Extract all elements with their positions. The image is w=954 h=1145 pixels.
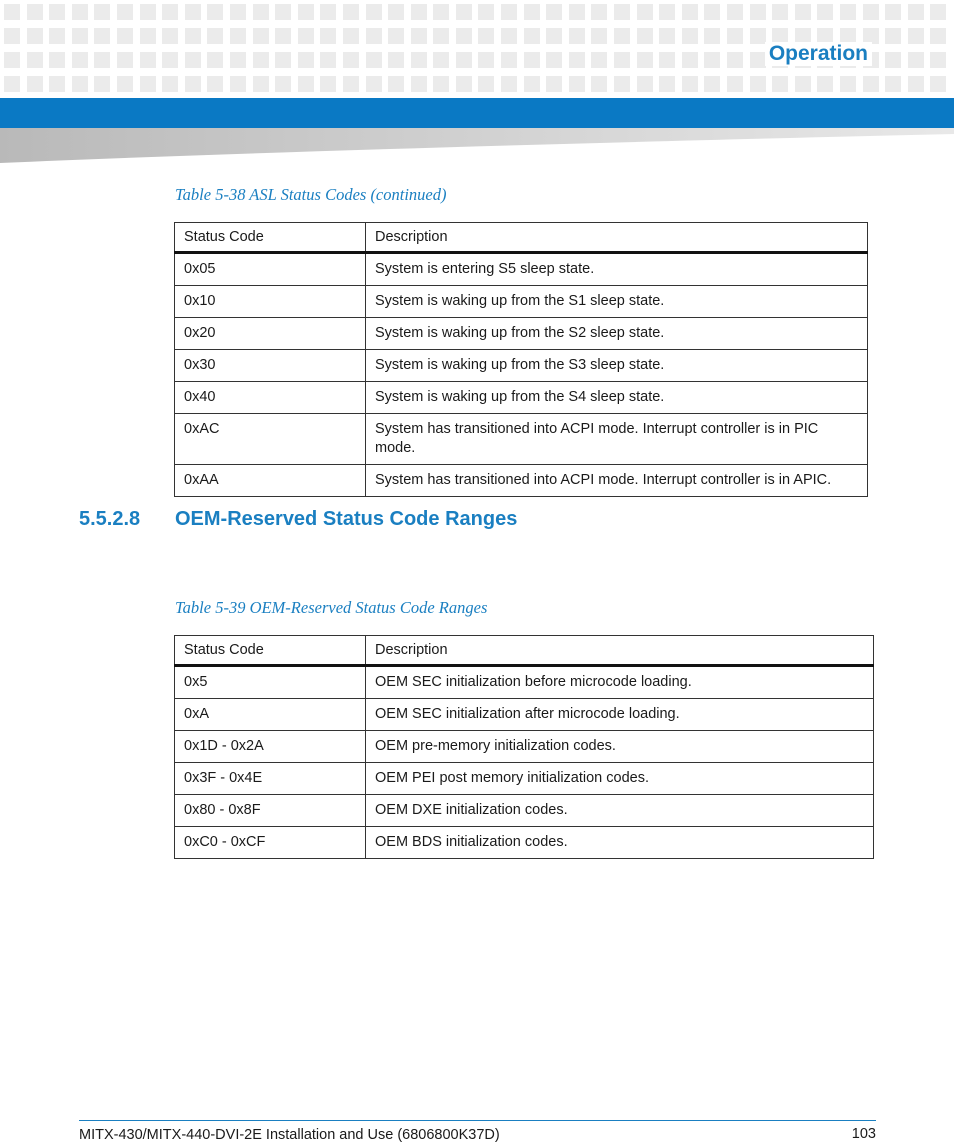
pattern-square (704, 4, 720, 20)
status-code-cell: 0xC0 - 0xCF (175, 827, 366, 859)
pattern-square (614, 4, 630, 20)
table-row (175, 318, 868, 350)
description-cell: OEM DXE initialization codes. (366, 795, 874, 827)
pattern-square (546, 52, 562, 68)
pattern-square (591, 28, 607, 44)
pattern-square (614, 76, 630, 92)
pattern-square (411, 76, 427, 92)
pattern-square (140, 28, 156, 44)
pattern-square (682, 52, 698, 68)
asl-status-codes-table (174, 222, 868, 497)
table-row (175, 699, 874, 731)
pattern-square (230, 4, 246, 20)
status-code-cell: 0x5 (175, 666, 366, 699)
pattern-square (840, 4, 856, 20)
oem-reserved-status-codes-table (174, 635, 874, 859)
pattern-square (478, 28, 494, 44)
pattern-square (275, 4, 291, 20)
pattern-square (433, 4, 449, 20)
pattern-square (478, 4, 494, 20)
description-cell: OEM SEC initialization before microcode loading. (366, 666, 874, 699)
pattern-square (230, 52, 246, 68)
pattern-square (908, 76, 924, 92)
pattern-square (49, 28, 65, 44)
pattern-square (863, 76, 879, 92)
table-row (175, 795, 874, 827)
pattern-square (185, 28, 201, 44)
pattern-square (524, 76, 540, 92)
description-cell: OEM pre-memory initialization codes. (366, 731, 874, 763)
pattern-square (546, 28, 562, 44)
pattern-square (501, 76, 517, 92)
pattern-square (140, 52, 156, 68)
table-header-row (175, 223, 868, 253)
pattern-square (411, 52, 427, 68)
description-cell: OEM SEC initialization after microcode loading. (366, 699, 874, 731)
pattern-square (908, 52, 924, 68)
description-cell: OEM BDS initialization codes. (366, 827, 874, 859)
pattern-square (930, 52, 946, 68)
status-code-cell: 0xAA (175, 465, 366, 497)
table-row (175, 666, 874, 699)
pattern-square (72, 52, 88, 68)
pattern-square (682, 28, 698, 44)
pattern-square (72, 28, 88, 44)
pattern-square (501, 28, 517, 44)
pattern-square (930, 4, 946, 20)
pattern-square (140, 76, 156, 92)
pattern-square (388, 28, 404, 44)
pattern-square (704, 76, 720, 92)
section-number: 5.5.2.8 (79, 508, 141, 530)
pattern-square (185, 4, 201, 20)
pattern-square (750, 76, 766, 92)
pattern-square (930, 28, 946, 44)
section-heading (79, 508, 517, 531)
pattern-square (885, 76, 901, 92)
pattern-square (524, 4, 540, 20)
pattern-square (908, 4, 924, 20)
pattern-square (94, 4, 110, 20)
pattern-square (366, 4, 382, 20)
column-header-description: Description (366, 636, 874, 666)
status-code-cell: 0x80 - 0x8F (175, 795, 366, 827)
pattern-square (750, 52, 766, 68)
table-row (175, 827, 874, 859)
pattern-square (682, 76, 698, 92)
pattern-square (659, 28, 675, 44)
pattern-square (456, 52, 472, 68)
pattern-square (162, 76, 178, 92)
pattern-square (366, 52, 382, 68)
pattern-square (253, 52, 269, 68)
pattern-square (275, 28, 291, 44)
column-header-status-code: Status Code (175, 223, 366, 253)
pattern-square (27, 52, 43, 68)
pattern-square (569, 28, 585, 44)
pattern-square (659, 52, 675, 68)
pattern-square (704, 52, 720, 68)
pattern-square (230, 28, 246, 44)
pattern-square (117, 4, 133, 20)
table-row (175, 253, 868, 286)
description-cell: System is waking up from the S2 sleep state. (366, 318, 868, 350)
pattern-square (253, 76, 269, 92)
pattern-square (750, 4, 766, 20)
pattern-square (4, 28, 20, 44)
pattern-square (591, 52, 607, 68)
pattern-square (817, 76, 833, 92)
pattern-square (140, 4, 156, 20)
pattern-square (298, 4, 314, 20)
pattern-square (366, 28, 382, 44)
table-row (175, 731, 874, 763)
pattern-square (298, 76, 314, 92)
header-blue-bar (0, 98, 954, 128)
pattern-square (456, 76, 472, 92)
pattern-square (162, 52, 178, 68)
pattern-square (659, 76, 675, 92)
pattern-square (637, 76, 653, 92)
pattern-square (908, 28, 924, 44)
pattern-square (162, 28, 178, 44)
pattern-square (727, 52, 743, 68)
pattern-square (343, 28, 359, 44)
header-gray-swoosh (0, 128, 954, 164)
pattern-square (637, 52, 653, 68)
pattern-square (772, 76, 788, 92)
pattern-square (185, 52, 201, 68)
status-code-cell: 0xA (175, 699, 366, 731)
pattern-square (885, 52, 901, 68)
pattern-square (27, 76, 43, 92)
pattern-square (682, 4, 698, 20)
pattern-square (253, 4, 269, 20)
pattern-square (320, 28, 336, 44)
table-row (175, 382, 868, 414)
pattern-square (320, 4, 336, 20)
pattern-square (591, 4, 607, 20)
table-header-row (175, 636, 874, 666)
table-row (175, 414, 868, 465)
pattern-square (4, 4, 20, 20)
pattern-square (343, 52, 359, 68)
pattern-square (840, 76, 856, 92)
status-code-cell: 0x3F - 0x4E (175, 763, 366, 795)
section-title: OEM-Reserved Status Code Ranges (175, 508, 518, 530)
pattern-square (49, 76, 65, 92)
pattern-square (591, 76, 607, 92)
pattern-square (343, 76, 359, 92)
pattern-square (207, 4, 223, 20)
pattern-square (253, 28, 269, 44)
table-row (175, 763, 874, 795)
pattern-square (478, 52, 494, 68)
pattern-square (704, 28, 720, 44)
table-row (175, 465, 868, 497)
description-cell: OEM PEI post memory initialization codes. (366, 763, 874, 795)
pattern-square (569, 4, 585, 20)
pattern-square (795, 4, 811, 20)
pattern-square (388, 4, 404, 20)
pattern-square (524, 52, 540, 68)
pattern-square (117, 28, 133, 44)
pattern-square (49, 52, 65, 68)
pattern-square (320, 76, 336, 92)
pattern-square (795, 76, 811, 92)
description-cell: System is waking up from the S4 sleep state. (366, 382, 868, 414)
pattern-square (117, 52, 133, 68)
pattern-square (727, 76, 743, 92)
page-number: 103 (851, 1126, 876, 1142)
pattern-square (343, 4, 359, 20)
status-code-cell: 0xAC (175, 414, 366, 465)
pattern-square (930, 76, 946, 92)
pattern-square (614, 52, 630, 68)
pattern-square (456, 28, 472, 44)
pattern-square (185, 76, 201, 92)
description-cell: System has transitioned into ACPI mode. Interrupt controller is in APIC. (366, 465, 868, 497)
pattern-square (727, 28, 743, 44)
status-code-cell: 0x30 (175, 350, 366, 382)
pattern-square (478, 76, 494, 92)
pattern-square (366, 76, 382, 92)
footer-document-title: MITX-430/MITX-440-DVI-2E Installation and Use (6806800K37D) (79, 1127, 500, 1143)
pattern-square (524, 28, 540, 44)
pattern-square (727, 4, 743, 20)
pattern-square (230, 76, 246, 92)
pattern-square (546, 76, 562, 92)
pattern-square (94, 28, 110, 44)
table-caption: Table 5-39 OEM-Reserved Status Code Ranges (175, 598, 488, 617)
pattern-square (569, 52, 585, 68)
status-code-cell: 0x1D - 0x2A (175, 731, 366, 763)
description-cell: System is entering S5 sleep state. (366, 253, 868, 286)
footer-rule (79, 1120, 876, 1121)
pattern-square (207, 76, 223, 92)
pattern-square (885, 28, 901, 44)
pattern-square (94, 76, 110, 92)
column-header-status-code: Status Code (175, 636, 366, 666)
pattern-square (49, 4, 65, 20)
table-row (175, 350, 868, 382)
pattern-square (275, 52, 291, 68)
page-header-title: Operation (765, 42, 872, 66)
pattern-square (546, 4, 562, 20)
status-code-cell: 0x05 (175, 253, 366, 286)
pattern-square (433, 76, 449, 92)
pattern-square (433, 52, 449, 68)
pattern-square (72, 4, 88, 20)
pattern-square (207, 52, 223, 68)
table-caption: Table 5-38 ASL Status Codes (continued) (175, 185, 447, 204)
pattern-square (411, 28, 427, 44)
pattern-square (94, 52, 110, 68)
pattern-square (637, 4, 653, 20)
pattern-square (637, 28, 653, 44)
pattern-square (117, 76, 133, 92)
pattern-square (456, 4, 472, 20)
pattern-square (207, 28, 223, 44)
description-cell: System is waking up from the S3 sleep state. (366, 350, 868, 382)
pattern-square (72, 76, 88, 92)
pattern-square (817, 4, 833, 20)
status-code-cell: 0x10 (175, 286, 366, 318)
column-header-description: Description (366, 223, 868, 253)
status-code-cell: 0x40 (175, 382, 366, 414)
pattern-square (614, 28, 630, 44)
description-cell: System has transitioned into ACPI mode. Interrupt controller is in PIC mode. (366, 414, 868, 465)
pattern-row (4, 4, 946, 20)
pattern-square (162, 4, 178, 20)
pattern-square (275, 76, 291, 92)
pattern-square (388, 76, 404, 92)
pattern-square (885, 4, 901, 20)
pattern-square (411, 4, 427, 20)
pattern-square (388, 52, 404, 68)
pattern-square (772, 4, 788, 20)
pattern-square (27, 4, 43, 20)
pattern-square (320, 52, 336, 68)
pattern-square (4, 52, 20, 68)
pattern-square (750, 28, 766, 44)
pattern-square (501, 52, 517, 68)
pattern-square (433, 28, 449, 44)
pattern-square (501, 4, 517, 20)
table-row (175, 286, 868, 318)
pattern-square (4, 76, 20, 92)
description-cell: System is waking up from the S1 sleep state. (366, 286, 868, 318)
pattern-square (298, 28, 314, 44)
pattern-square (863, 4, 879, 20)
status-code-cell: 0x20 (175, 318, 366, 350)
pattern-square (659, 4, 675, 20)
pattern-square (298, 52, 314, 68)
pattern-square (569, 76, 585, 92)
pattern-row (4, 76, 946, 92)
pattern-square (27, 28, 43, 44)
